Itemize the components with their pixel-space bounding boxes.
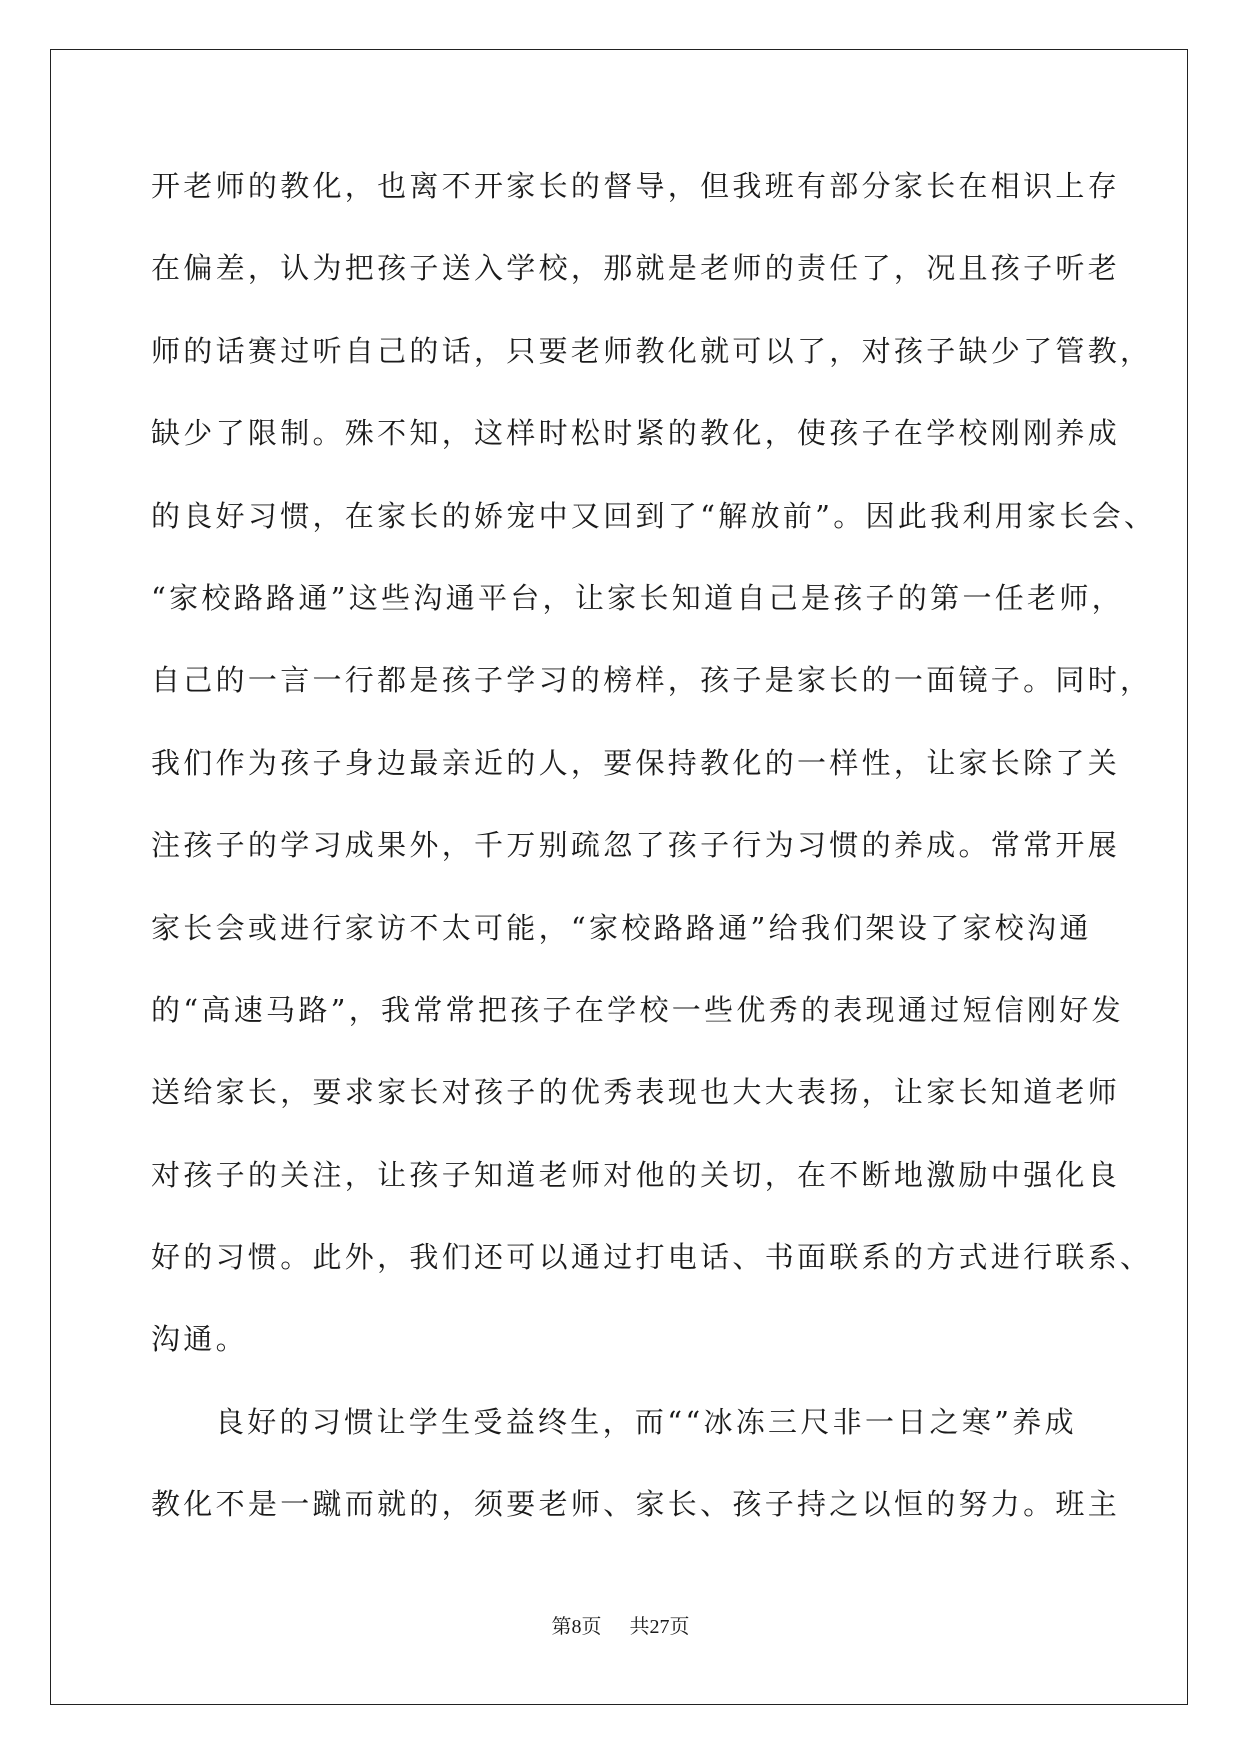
paragraph-start-line: 良好的习惯让学生受益终生，而““冰冻三尺非一日之寒”养成 <box>215 1404 1077 1439</box>
text-line: 好的习惯。此外，我们还可以通过打电话、书面联系的方式进行联系、 <box>151 1240 1153 1275</box>
page-footer <box>0 1610 1241 1639</box>
text-line: “家校路路通”这些沟通平台，让家长知道自己是孩子的第一任老师， <box>151 580 1124 615</box>
text-line: 的良好习惯，在家长的娇宠中又回到了“解放前”。因此我利用家长会、 <box>151 498 1157 533</box>
text-line: 在偏差，认为把孩子送入学校，那就是老师的责任了，况且孩子听老 <box>151 251 1121 286</box>
page-total: 共27页 <box>629 1616 690 1638</box>
text-line: 沟通。 <box>151 1322 248 1357</box>
text-line: 注孩子的学习成果外，千万别疏忽了孩子行为习惯的养成。常常开展 <box>151 828 1121 863</box>
text-line: 缺少了限制。殊不知，这样时松时紧的教化，使孩子在学校刚刚养成 <box>151 416 1121 451</box>
text-line: 教化不是一蹴而就的，须要老师、家长、孩子持之以恒的努力。班主 <box>151 1487 1121 1522</box>
text-line: 开老师的教化，也离不开家长的督导，但我班有部分家长在相识上存 <box>151 169 1121 203</box>
text-line: 送给家长，要求家长对孩子的优秀表现也大大表扬，让家长知道老师 <box>151 1075 1121 1110</box>
page-number: 第8页 <box>551 1616 602 1638</box>
text-line: 师的话赛过听自己的话，只要老师教化就可以了，对孩子缺少了管教， <box>151 333 1153 368</box>
text-line: 对孩子的关注，让孩子知道老师对他的关切，在不断地激励中强化良 <box>151 1157 1121 1192</box>
document-body <box>151 156 1157 1557</box>
text-line: 自己的一言一行都是孩子学习的榜样，孩子是家长的一面镜子。同时， <box>151 663 1153 698</box>
text-line: 的“高速马路”，我常常把孩子在学校一些优秀的表现通过短信刚好发 <box>151 992 1124 1027</box>
text-line: 家长会或进行家访不太可能，“家校路路通”给我们架设了家校沟通 <box>151 910 1092 945</box>
text-line: 我们作为孩子身边最亲近的人，要保持教化的一样性，让家长除了关 <box>151 745 1121 780</box>
